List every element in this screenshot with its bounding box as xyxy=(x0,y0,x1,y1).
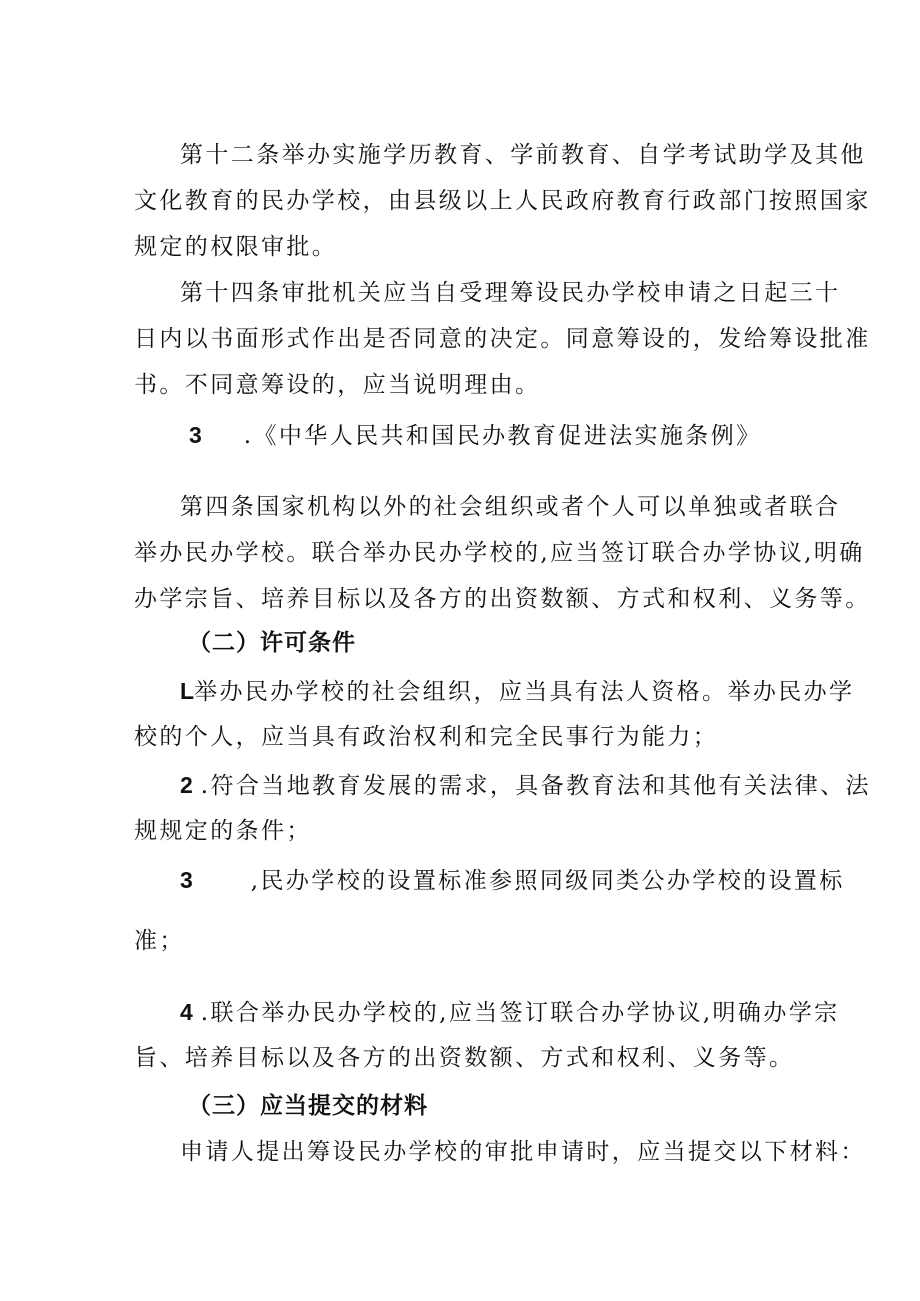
article-14-line-2: 日内以书面形式作出是否同意的决定。同意筹设的，发给筹设批准 xyxy=(134,326,871,352)
regulation-title xyxy=(189,420,762,451)
condition-3-line-1 xyxy=(180,865,845,896)
item-number: 3 xyxy=(189,422,202,448)
section-heading-materials: （三）应当提交的材料 xyxy=(188,1093,428,1119)
article-14-line-1: 第十四条审批机关应当自受理筹设民办学校申请之日起三十 xyxy=(180,280,841,306)
article-14-line-3: 书。不同意筹设的，应当说明理由。 xyxy=(134,372,541,398)
section-heading-conditions: （二）许可条件 xyxy=(188,630,356,656)
condition-4-line-2: 旨、培养目标以及各方的出资数额、方式和权利、义务等。 xyxy=(134,1045,795,1071)
article-4-line-1: 第四条国家机构以外的社会组织或者个人可以单独或者联合 xyxy=(180,494,841,520)
article-12-line-2: 文化教育的民办学校，由县级以上人民政府教育行政部门按照国家 xyxy=(134,188,871,214)
condition-4-text: .联合举办民办学校的,应当签订联合办学协议,明确办学宗 xyxy=(200,1000,840,1026)
materials-intro: 申请人提出筹设民办学校的审批申请时，应当提交以下材料： xyxy=(180,1139,866,1165)
article-12-line-1: 第十二条举办实施学历教育、学前教育、自学考试助学及其他 xyxy=(180,142,866,168)
regulation-title-text: .《中华人民共和国民办教育促进法实施条例》 xyxy=(243,423,762,449)
condition-4-number: 4 xyxy=(180,999,193,1025)
article-4-line-2: 举办民办学校。联合举办民办学校的,应当签订联合办学协议,明确 xyxy=(134,540,865,566)
condition-2-text: .符合当地教育发展的需求，具备教育法和其他有关法律、法 xyxy=(200,773,871,799)
condition-1-number: L xyxy=(180,678,195,704)
condition-3-line-2: 准； xyxy=(134,928,185,954)
condition-2-line-1 xyxy=(180,770,871,801)
condition-1-line-2: 校的个人，应当具有政治权利和完全民事行为能力； xyxy=(134,724,719,750)
condition-4-line-1 xyxy=(180,997,840,1028)
condition-3-text: ,民办学校的设置标准参照同级同类公办学校的设置标 xyxy=(250,868,845,894)
condition-1-text: 举办民办学校的社会组织，应当具有法人资格。举办民办学 xyxy=(194,679,855,705)
article-12-line-3: 规定的权限审批。 xyxy=(134,234,338,260)
condition-2-number: 2 xyxy=(180,772,193,798)
condition-1-line-1 xyxy=(180,676,854,707)
condition-2-line-2: 规规定的条件； xyxy=(134,818,312,844)
article-4-line-3: 办学宗旨、培养目标以及各方的出资数额、方式和权利、义务等。 xyxy=(134,586,871,612)
condition-3-number: 3 xyxy=(180,867,193,893)
